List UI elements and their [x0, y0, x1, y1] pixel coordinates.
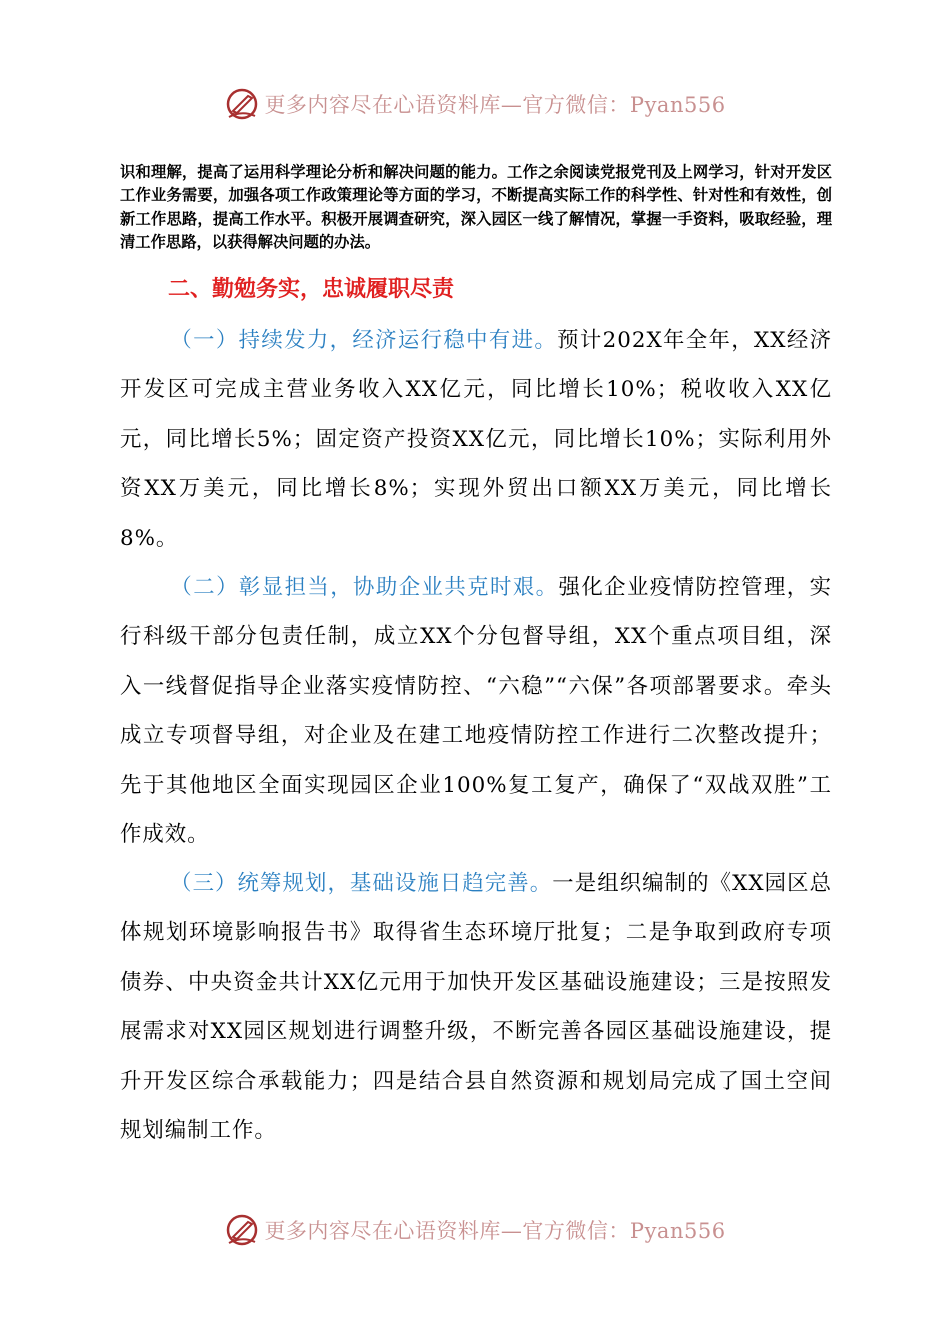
pen-logo-icon — [224, 86, 260, 122]
footer-banner — [0, 1210, 950, 1250]
paragraph-infrastructure — [120, 859, 832, 1155]
paragraph-lead: （三）统筹规划，基础设施日趋完善。 — [170, 871, 553, 896]
banner-text: 更多内容尽在心语资料库—官方微信：Pyan556 — [264, 93, 726, 117]
paragraph-economy — [120, 316, 832, 563]
paragraph-body: 一是组织编制的《XX园区总体规划环境影响报告书》取得省生态环境厅批复；二是争取到政府专项债券、中央资金共计XX亿元用于加快开发区基础设施建设；三是按照发展需求对XX园区规划进行调整升级，不断完善各园区基础设施建设，提升开发区综合承载能力；四是结合县自然资源和规划局完成了国土空间规划编制工作。 — [120, 871, 832, 1144]
banner-text: 更多内容尽在心语资料库—官方微信：Pyan556 — [264, 1219, 726, 1243]
paragraph-body: 预计202X年全年，XX经济开发区可完成主营业务收入XX亿元，同比增长10%；税收收入XX亿元，同比增长5%；固定资产投资XX亿元，同比增长10%；实际利用外资XX万美元，同比增长8%；实现外贸出口额XX万美元，同比增长8%。 — [120, 328, 832, 551]
header-banner — [0, 84, 950, 124]
paragraph-enterprise-support — [120, 563, 832, 859]
pen-logo-icon — [224, 1212, 260, 1248]
paragraph-body: 强化企业疫情防控管理，实行科级干部分包责任制，成立XX个分包督导组，XX个重点项目组，深入一线督促指导企业落实疫情防控、“六稳”“六保”各项部署要求。牵头成立专项督导组，对企业及在建工地疫情防控工作进行二次整改提升；先于其他地区全面实现园区企业100%复工复产，确保了“双战双胜”工作成效。 — [120, 575, 832, 848]
intro-paragraph: 识和理解，提高了运用科学理论分析和解决问题的能力。工作之余阅读党报党刊及上网学习，针对开发区工作业务需要，加强各项工作政策理论等方面的学习，不断提高实际工作的科学性、针对性和有效性，创新工作思路，提高工作水平。积极开展调查研究，深入园区一线了解情况，掌握一手资料，吸取经验，理清工作思路，以获得解决问题的办法。 — [120, 163, 832, 252]
paragraph-lead: （二）彰显担当，协助企业共克时艰。 — [170, 575, 559, 600]
paragraph-lead: （一）持续发力，经济运行稳中有进。 — [170, 328, 558, 353]
section-heading: 二、勤勉务实，忠诚履职尽责 — [168, 277, 455, 302]
